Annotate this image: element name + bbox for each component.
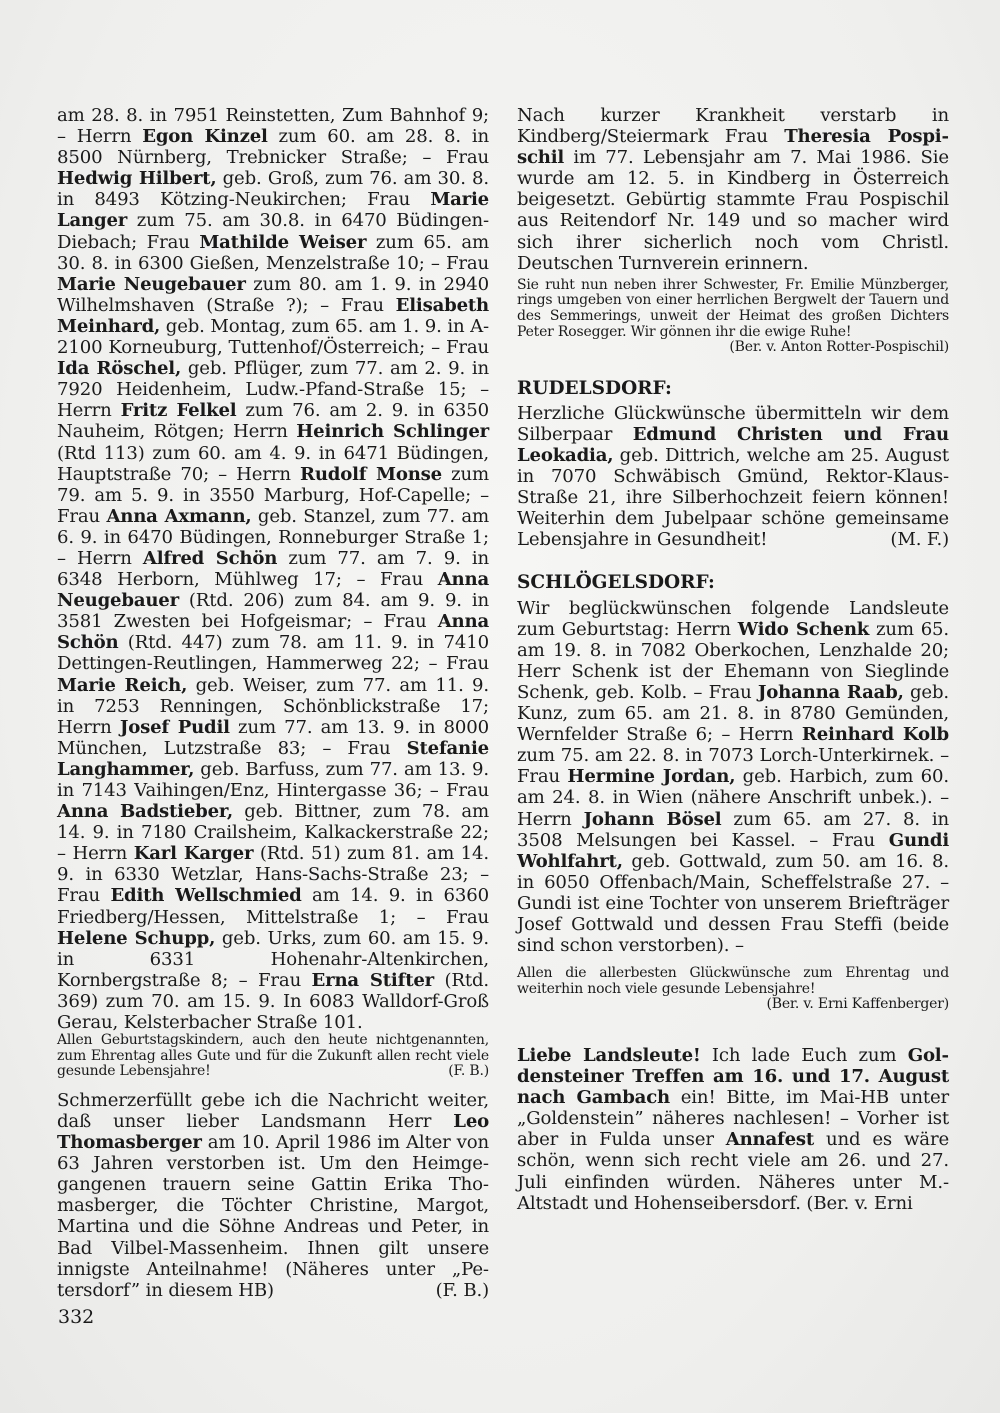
person-name: Helene Schupp,	[57, 927, 216, 949]
person-name: Ida Röschel,	[57, 358, 182, 380]
obituary-pospischil-signature: (Ber. v. Anton Rotter-Pospischil)	[729, 339, 949, 356]
schloegelsdorf-paragraph: Wir beglückwünschen folgende Landsleute zum Geburtstag: Herrn Wido Schenk zum 65. am 19. 8. in 7082 Oberkochen, Lenzhalde 20; Herr Schenk ist der Ehemann von Sieglinde Schenk, geb. Kolb. – Frau Johanna Raab, geb. Kunz, zum 65. am 21. 8. in 8780 Gemünden, Wernfelder Straße 6; – Herrn Reinhard Kolb zum 75. am 22. 8. in 7073 Lorch-Unterkirnek. – Frau Hermine Jordan, geb. Harbich, zum 60. am 24. 8. in Wien (nähere Anschrift unbek.). – Herrn Johann Bösel zum 65. am 27. 8. in 3508 Melsungen bei Kassel. – Frau Gundi Wohlfahrt, geb. Gottwald, zum 50. am 16. 8. in 6050 Offenbach/Main, Scheffelstraße 27. – Gundi ist eine Tochter von unserem Briefträger Josef Gottwald und dessen Frau Steffi (beide sind schon verstorben). –	[517, 597, 950, 957]
schloegelsdorf-closing: Allen die allerbesten Glückwünsche zum Ehrentag und weiterhin noch viele gesunde Lebensjahre!	[517, 965, 949, 997]
birthday-list-paragraph: am 28. 8. in 7951 Reinstetten, Zum Bahnhof 9; – Herrn Egon Kinzel zum 60. am 28. 8. in 8500 Nürnberg, Trebnicker Straße; – Frau Hedwig Hilbert, geb. Groß, zum 76. am 30. 8. in 8493 Kötzing-Neukirchen; Frau Marie Langer zum 75. am 30.8. in 6470 Büdingen-Diebach; Frau Mathilde Weiser zum 65. am 30. 8. in 6300 Gießen, Menzelstraße 10; – Frau Marie Neugebauer zum 80. am 1. 9. in 2940 Wilhelmshaven (Straße ?); – Frau Elisabeth Meinhard, geb. Montag, zum 65. am 1. 9. in A-2100 Korneuburg, Tuttenhof/Österreich; – Frau Ida Röschel, geb. Pflüger, zum 77. am 2. 9. in 7920 Heidenheim, Ludw.-Pfand-Straße 15; – Herrn Fritz Felkel zum 76. am 2. 9. in 6350 Nauheim, Rötgen; Herrn Heinrich Schlinger (Rtd 113) zum 60. am 4. 9. in 6471 Büdingen, Hauptstraße 70; – Herrn Rudolf Monse zum 79. am 5. 9. in 3550 Marburg, Hof-Capelle; – Frau Anna Axmann, geb. Stanzel, zum 77. am 6. 9. in 6470 Büdingen, Ronneburger Straße 1; – Herrn Alfred Schön zum 77. am 7. 9. in 6348 Herborn, Mühlweg 17; – Frau Anna Neugebauer (Rtd. 206) zum 84. am 9. 9. in 3581 Zwesten bei Hofgeismar; – Frau Anna Schön (Rtd. 447) zum 78. am 11. 9. in 7410 Dettingen-Reutlingen, Hammerweg 22; – Frau Marie Reich, geb. Weiser, zum 77. am 11. 9. in 7253 Renningen, Schönblickstraße 17; Herrn Josef Pudil zum 77. am 13. 9. in 8000 München, Lutzstraße 83; – Frau Stefanie Langhammer, geb. Barfuss, zum 77. am 13. 9. in 7143 Vaihingen/Enz, Hintergasse 36; – Frau Anna Badstieber, geb. Bittner, zum 78. am 14. 9. in 7180 Crailsheim, Kalkackerstraße 22; – Herrn Karl Karger (Rtd. 51) zum 81. am 14. 9. in 6330 Wetzlar, Hans-Sachs-Straße 23; – Frau Edith Wellschmied am 14. 9. in 6360 Friedberg/Hessen, Mittelstraße 1; – Frau Helene Schupp, geb. Urks, zum 60. am 15. 9. in 6331 Hohenahr-Altenkirchen, Kornbergstraße 8; – Frau Erna Stifter (Rtd. 369) zum 70. am 15. 9. In 6083 Walldorf-Groß Gerau, Kelsterbacher Straße 101.	[57, 105, 490, 1034]
rudelsdorf-signature: (M. F.)	[890, 529, 949, 551]
schloegelsdorf-signature: (Ber. v. Erni Kaffenberger)	[766, 996, 949, 1013]
person-name: Alfred Schön	[142, 547, 278, 569]
person-name: Erna Stifter	[311, 969, 434, 991]
right-column	[517, 105, 949, 1214]
person-name: Heinrich Schlinger	[296, 421, 489, 443]
person-name: Marie Neugebauer	[57, 273, 246, 295]
obituary-text: Schmerzerfüllt gebe ich die Nachricht weiter, daß unser lieber Landsmann Herr Leo Thomasberger am 10. April 1986 im Alter von 63 Jahren verstorben ist. Um den Heimgegangenen trauern seine Gattin Erika Thomasberger, die Töchter Christine, Margot, Martina und die Söhne Andreas und Peter, in Bad Vilbel-Massenheim. Ihnen gilt unsere innigste Anteilnahme! (Näheres unter „Petersdorf” in diesem HB)	[57, 1089, 489, 1301]
obituary-pospischil: Nach kurzer Krankheit verstarb in Kindberg/Steiermark Frau Theresia Pospischil im 77. Lebensjahr am 7. Mai 1986. Sie wurde am 12. 5. in Kindberg in Österreich beigesetzt. Gebürtig stammte Frau Pospischil aus Reitendorf Nr. 149 und so macher wird sich ihrer sicherlich noch vom Christl. Deutschen Turnverein erinnern.	[517, 105, 949, 274]
birthday-closing-text: Allen Geburtstagskindern, auch den heute nichtgenannten, zum Ehrentag alles Gute und für die Zukunft allen recht viele gesunde Lebensjahre!	[57, 1032, 489, 1080]
person-name: Elisabeth Meinhard,	[57, 294, 489, 337]
person-name: Hedwig Hilbert,	[57, 168, 217, 190]
obituary-signature: (F. B.)	[435, 1279, 489, 1301]
person-name: Leo Thomasberger	[57, 1111, 489, 1154]
person-name: Edmund Christen und Frau Leokadia,	[517, 423, 949, 466]
person-name: Theresia Pospischil	[517, 126, 949, 169]
person-name: Liebe Landsleute!	[517, 1044, 701, 1066]
rudelsdorf-paragraph	[517, 403, 949, 551]
person-name: Anna Axmann,	[106, 505, 252, 527]
person-name: Reinhard Kolb	[801, 724, 949, 746]
rudelsdorf-text: Herzliche Glückwünsche übermitteln wir dem Silberpaar Edmund Christen und Frau Leokadia, geb. Dittrich, welche am 25. August in 7070 Schwäbisch Gmünd, Rektor-Klaus-Straße 21, ihre Silberhochzeit feiern können! Weiterhin dem Jubelpaar schöne gemeinsame Lebensjahre in Gesundheit!	[517, 402, 949, 551]
person-name: Johanna Raab,	[757, 681, 904, 703]
person-name: Karl Karger	[133, 843, 254, 865]
person-name: Goldensteiner Treffen am 16. und 17. August nach Gambach	[517, 1044, 949, 1109]
person-name: Anna Neugebauer	[57, 569, 489, 612]
person-name: Annafest	[725, 1129, 815, 1151]
person-name: Fritz Felkel	[120, 400, 237, 422]
page-number: 332	[58, 1306, 95, 1328]
person-name: Egon Kinzel	[142, 126, 268, 148]
left-column	[57, 105, 489, 1301]
person-name: Marie Reich,	[57, 674, 188, 696]
person-name: Johann Bösel	[583, 808, 722, 830]
person-name: Hermine Jordan,	[567, 766, 736, 788]
section-heading-schloegelsdorf: SCHLÖGELSDORF:	[517, 572, 715, 594]
obituary-pospischil-note: Sie ruht nun neben ihrer Schwester, Fr. Emilie Münzberger, rings umgeben von einer herrlichen Bergwelt der Tauern und des Semmerings, unweit der Heimat des großen Dichters Peter Rosegger. Wir gönnen ihr die ewige Ruhe!	[517, 276, 949, 340]
person-name: Anna Badstieber,	[57, 801, 234, 823]
obituary-thomasberger	[57, 1090, 489, 1301]
person-name: Anna Schön	[57, 611, 489, 654]
person-name: Josef Pudil	[119, 716, 230, 738]
person-name: Marie Langer	[57, 189, 489, 232]
person-name: Stefanie Langhammer,	[57, 737, 489, 780]
birthday-closing-note	[57, 1033, 489, 1080]
section-heading-rudelsdorf: RUDELSDORF:	[517, 377, 672, 399]
person-name: Edith Wellschmied	[110, 885, 302, 907]
person-name: Rudolf Monse	[300, 463, 442, 485]
person-name: Wido Schenk	[737, 618, 870, 640]
person-name: Gundi Wohlfahrt,	[517, 829, 949, 872]
invitation-paragraph: Liebe Landsleute! Ich lade Euch zum Goldensteiner Treffen am 16. und 17. August nach Gambach ein! Bitte, im Mai-HB unter „Goldenstein” näheres nachlesen! – Vorher ist aber in Fulda unser Annafest und es wäre schön, wenn sich recht viele am 26. und 27. Juli einfinden würden. Näheres unter M.-Altstadt und Hohenseibersdorf. (Ber. v. Erni	[517, 1044, 949, 1214]
person-name: Mathilde Weiser	[199, 231, 367, 253]
birthday-closing-signature: (F. B.)	[448, 1063, 489, 1080]
